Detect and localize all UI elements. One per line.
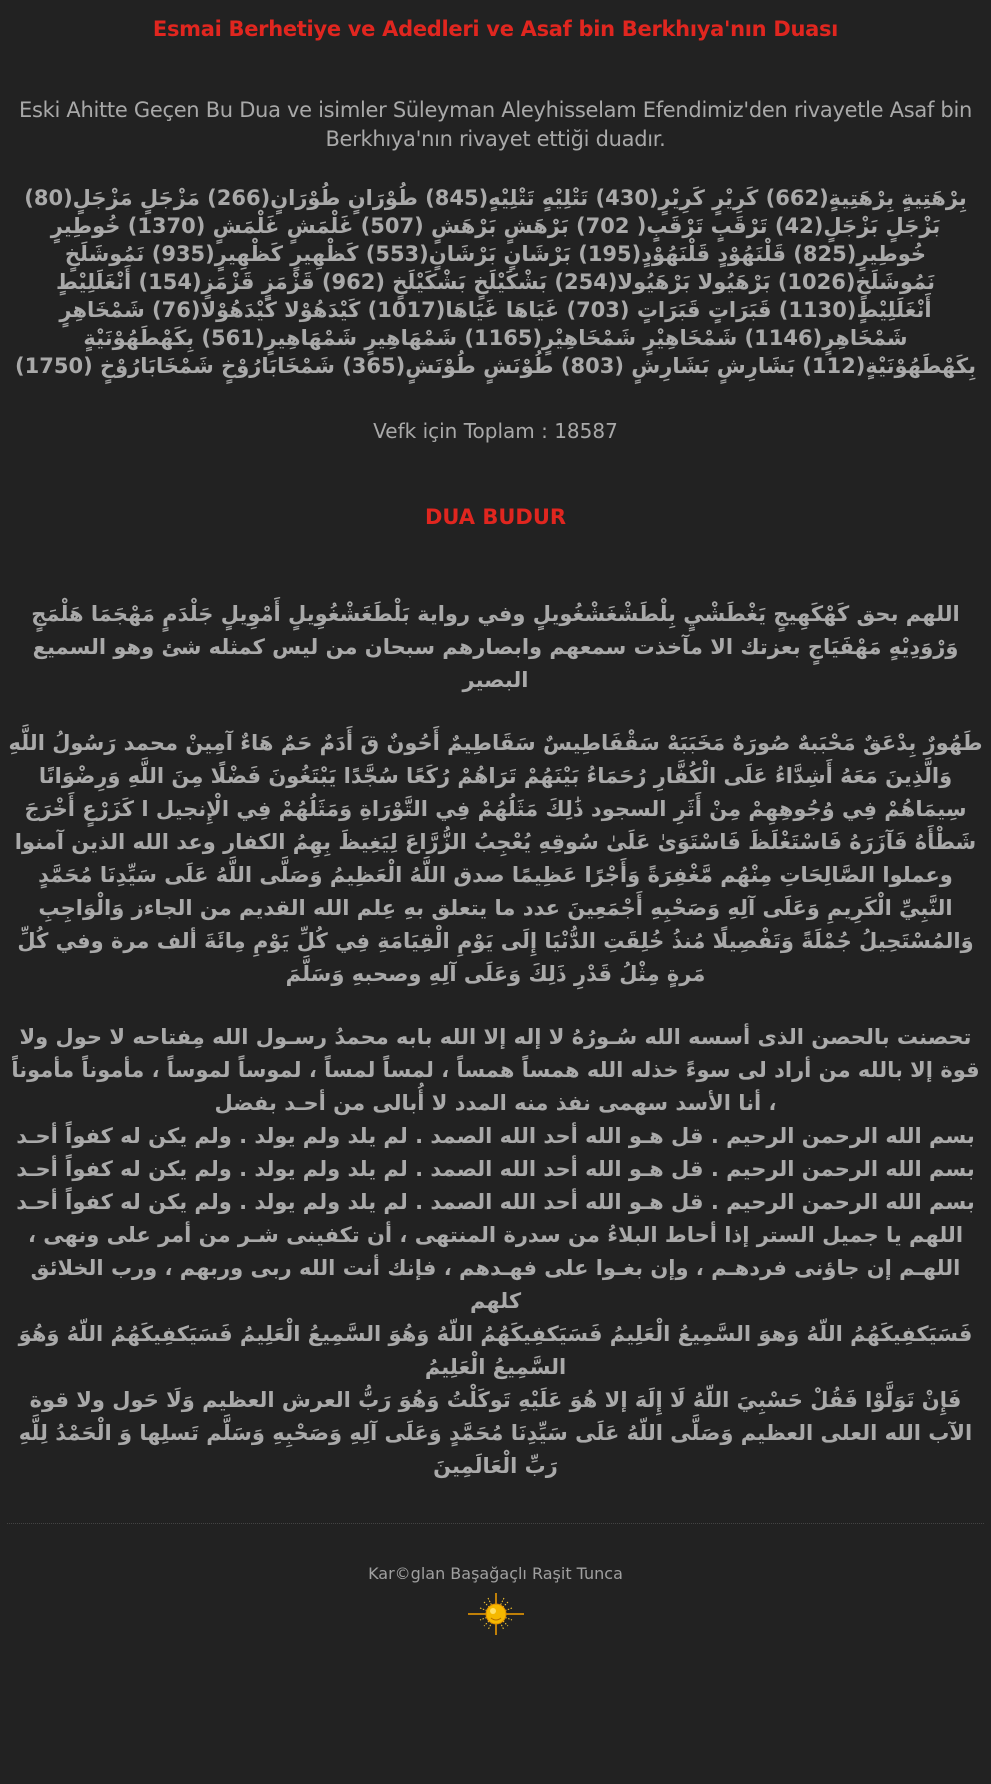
sun-icon	[466, 1592, 526, 1636]
footer-divider	[7, 1523, 984, 1524]
section-title: DUA BUDUR	[424, 505, 567, 529]
footer-emblem	[0, 1592, 991, 1636]
prayer-paragraph-3a: تحصنت بالحصن الذى أسسه الله سُـورُهُ لا إله إلا الله بابه محمدُ رسـول الله مِفتاحه لا حول ولا قوة إلا بالله من أراد لى سوءً خذله الله همساً همساً ، لمساً لمساً ، لموساً لموساً ، مأموناً مأموناً ، أنا الأسد سهمى نفذ منه المدد لا أُبالى من أحـد بفضل	[11, 1025, 980, 1115]
prayer-paragraph-2: طَهُورٌ بِدْعَقٌ مَحْبَبهٌ صُورَهٌ مَخَبَبَهْ سَقْفَاطِيسٌ سَقَاطِيمٌ أَحُونٌ قَ أَدَمٌ حَمٌ هَاءٌ آمِينْ محمد رَسُولُ اللَّهِ وَالَّذِينَ مَعَهُ أَشِدَّاءُ عَلَى الْكُفَّارِ رُحَمَاءُ بَيْنَهُمْ تَرَاهُمْ رُكَعًا سُجَّدًا يَبْتَغُونَ فَضْلًا مِنَ اللَّهِ وَرِضْوَانًا سِيمَاهُمْ فِي وُجُوهِهِمْ مِنْ أَثَرِ السجود ذَٰلِكَ مَثَلُهُمْ فِي التَّوْرَاةِ وَمَثَلُهُمْ فِي الْإِنجيل ا كَزَرْعٍ أَخْرَجَ شَطْأَهُ فَآزَرَهُ فَاسْتَغْلَظَ فَاسْتَوَىٰ عَلَىٰ سُوقِهِ يُعْجِبُ الزُّرَّاعَ لِيَغِيظَ بِهِمُ الكفار وعد الله الذين آمنوا وعملوا الصَّالِحَاتِ مِنْهُم مَّغْفِرَةً وَأَجْرًا عَظِيمًا صدق اللَّهُ الْعَظِيمُ وَصَلَّى اللَّهُ عَلَى سَيِّدِنَا مُحَمَّدٍ النَّبِيِّ الْكَرِيمِ وَعَلَى آلِهِ وَصَحْبِهِ أَجْمَعِينَ عدد ما يتعلق بهِ عِلم الله القديم من الجاءز وَالْوَاجِبِ وَالمُسْتَحِيلُ جُمْلَةً وَتَفْصِيلًا مُنذُ خُلِقَتِ الدُّنْيَا إِلَى يَوْمِ الْقِيَامَةِ فِي كُلِّ يَوْمِ مِائَةَ ألف مرة وفي كُلِّ مَرةٍ مِثْلُ قَدْرِ ذَلِكَ وَعَلَى آلِهِ وصحبهِ وَسَلَّمَ	[8, 731, 983, 986]
prayer-paragraph-3d: فَسَيَكفِيكَهُمُ اللّهُ وَهوَ السَّمِيعُ الْعَلِيمُ فَسَيَكفِيكَهُمُ اللّهُ وَهُوَ السَّمِيعُ الْعَلِيمُ فَسَيَكفِيكَهُمُ اللّهُ وَهُوَ السَّمِيعُ الْعَلِيمُ	[18, 1322, 973, 1379]
prayer-paragraph-3c: بسم الله الرحمن الرحيم . قل هـو الله أحد الله الصمد . لم يلد ولم يولد . ولم يكن له كفواً أحـد اللهم يا جميل الستر إذا أحاط البلاءُ من سدرة المنتهى ، أن تكفينى شـر من أمر على ونهى ، اللهـم إن جاؤنى فردهـم ، وإن بغـوا على فهـدهم ، فإنك أنت الله ربى وربهم ، ورب الخلائق كلهم	[16, 1190, 975, 1313]
intro-text: Eski Ahitte Geçen Bu Dua ve isimler Süleyman Aleyhisselam Efendimiz'den rivayetle Asaf bin Berkhıya'nın rivayet ettiği duadır.	[19, 98, 972, 151]
footer-credit: Kar©glan Başağaçlı Raşit Tunca	[368, 1564, 623, 1583]
divine-names-list: بِرْهَتِيةٍ بِرْهَتِيةٍ(662) كَرِيْرٍ كَرِيْرٍ(430) تَتْلِيْهٍ تَتْلِيْهٍ(845) طُوْرَانٍ طُوْرَانٍ(266) مَزْجَلٍ مَزْجَلٍ(80) بَزْجَلٍ بَزْجَلٍ(42) تَرْقَبٍ تَرْقَبٍ( 702) بَرْهَشٍ بَرْهَشٍ (507) غَلْمَشٍ غَلْمَشٍ (1370) خُوطِيرٍ خُوطِيرٍ(825) قَلْنَهُوْدٍ قَلْنَهُوْدٍ(195) بَرْشَانٍ بَرْشَانٍ(553) كَظْهِيرٍ كَظْهِيرٍ(935) نَمُوشَلَخٍ نَمُوشَلَخٍ(1026) بَرْهَيُولا بَرْهَيُولا(254) بَشْكَيْلَخٍ بَشْكَيْلَخٍ (962) قَزْمَزٍ قَزْمَزٍ(154) أَنْغَلَلِيْطٍ أَنْغَلَلِيْطٍ(1130) قَبَرَاتٍ قَبَرَاتٍ (703) غَيَاهَا غَيَاهَا(1017) كَيْدَهُوْلا كَيْدَهُوْلا(76) شَمْخَاهِرٍ شَمْخَاهِرٍ(1146) شَمْخَاهِيْرٍ شَمْخَاهِيْرٍ(1165) شَمْهَاهِيرٍ شَمْهَاهِيرٍ(561) بِكَهْطَهُوْنَيْةٍ بِكَهْطَهُوْنَيْةٍ(112) بَشَارِشٍ بَشَارِشٍ (803) طُوْنَشٍ طُوْنَشٍ(365) شَمْخَابَارُوْخٍ شَمْخَابَارُوْخٍ (1750)	[15, 186, 976, 378]
prayer-paragraph-3e: فَإِنْ تَوَلَّوْا فَقُلْ حَسْبِيَ اللّهُ لَا إِلَهَ إلا هُوَ عَلَيْهِ تَوكَلْتُ وَهُوَ رَبُّ العرش العظيم وَلَا حَول ولا قوة الآب الله العلى العظيم وَصَلَّى اللّهُ عَلَى سَيِّدِنَا مُحَمَّدٍ وَعَلَى آلِهِ وَصَحْبِهِ وَسَلَّم تَسلِها وَ الْحَمْدُ لِلَّهِ رَبِّ الْعَالَمِينَ	[18, 1388, 973, 1478]
vefk-total: Vefk için Toplam : 18587	[373, 419, 618, 443]
prayer-paragraph-1: اللهم بحق كَهْكَهِيجٍ يَغْطَشْيٍ بِلْطَشْغَشْغُويلٍ وفي رواية بَلْطَغَشْغُوِيلٍ أَمْوِيلٍ جَلْدَمٍ مَهْجَمَا هَلْمَجٍ وَرْوَدِيْهٍ مَهْفَيَاجٍ بعزتك الا مآخذت سمعهم وابصارهم سبحان من ليس كمثله شئ وهو السميع البصير	[31, 602, 960, 692]
page-title: Esmai Berhetiye ve Adedleri ve Asaf bin Berkhıya'nın Duası	[152, 17, 839, 41]
prayer-paragraph-3b: بسم الله الرحمن الرحيم . قل هـو الله أحد الله الصمد . لم يلد ولم يولد . ولم يكن له كفواً أحـد بسم الله الرحمن الرحيم . قل هـو الله أحد الله الصمد . لم يلد ولم يولد . ولم يكن له كفواً أحـد	[16, 1124, 975, 1181]
